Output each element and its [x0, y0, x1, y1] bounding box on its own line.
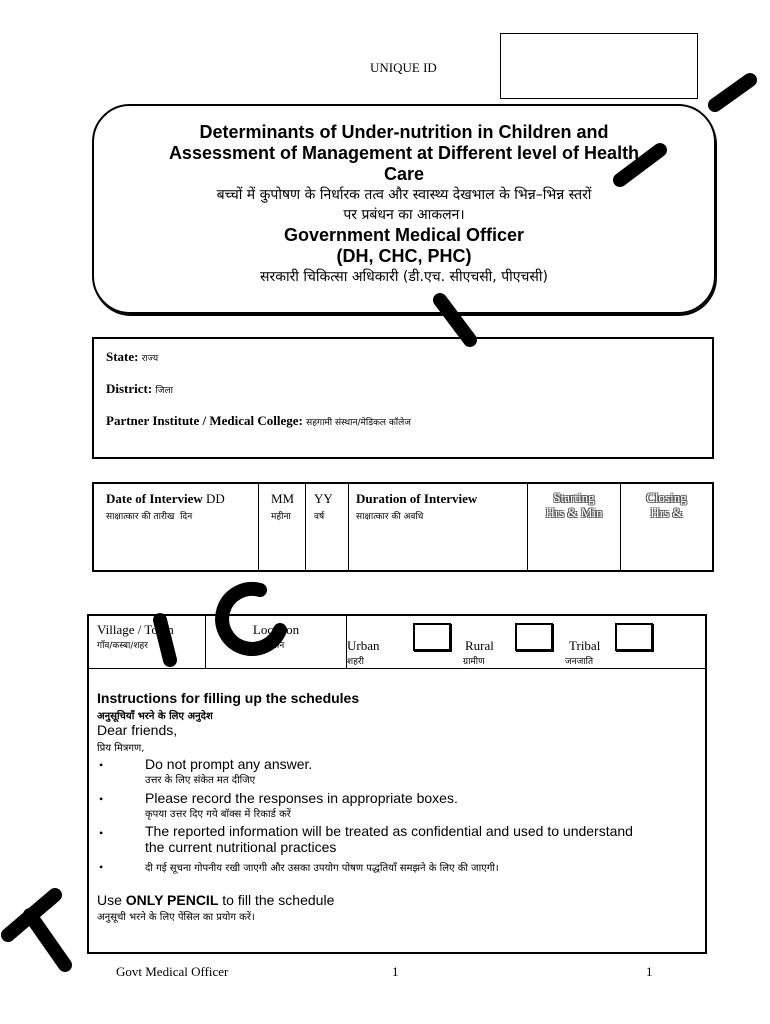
- yy-cell[interactable]: [306, 484, 349, 570]
- dd-hindi: दिन: [180, 512, 193, 522]
- instruction-2: Please record the responses in appropriate boxes.: [145, 790, 458, 806]
- pencil-bold: ONLY PENCIL: [125, 892, 219, 908]
- yy-label: YY: [314, 491, 333, 506]
- village-hindi: गाँव/कस्बा/शहर: [97, 641, 148, 651]
- footer-right: 1: [646, 964, 653, 979]
- tribal-hindi: जनजाति: [565, 657, 594, 667]
- title-box: [92, 104, 716, 314]
- state-label: State:: [106, 349, 139, 364]
- village-instructions-box: [87, 614, 707, 954]
- starting-label: Starting: [553, 490, 595, 505]
- duration-label: Duration of Interview: [356, 491, 478, 506]
- date-hindi: साक्षात्कार की तारीख: [106, 512, 175, 522]
- tribal-checkbox[interactable]: [615, 623, 653, 651]
- pencil-pre: Use: [97, 892, 126, 908]
- instructions-heading-hindi: अनुसूचियाँ भरने के लिए अनुदेश: [97, 711, 213, 722]
- bullet-4: •: [99, 860, 104, 874]
- location-label: Location: [252, 622, 300, 637]
- rural-label: Rural: [465, 638, 494, 653]
- instruction-4-hindi: दी गई सूचना गोपनीय रखी जाएगी और उसका उपयोग पोषण पद्धतियाँ समझने के लिए की जाएगी।: [145, 863, 499, 874]
- village-cell[interactable]: [89, 616, 206, 669]
- partner-label: Partner Institute / Medical College:: [106, 413, 303, 428]
- footer-center: 1: [392, 964, 399, 979]
- instruction-1-hindi: उत्तर के लिए संकेत मत दीजिए: [145, 775, 256, 786]
- bullet-3: •: [99, 826, 104, 840]
- title-hindi-2: पर प्रबंधन का आकलन।: [343, 207, 465, 223]
- interview-table: [92, 482, 714, 572]
- district-hindi: जिला: [155, 386, 173, 396]
- state-row[interactable]: [106, 349, 158, 365]
- urban-hindi: शहरी: [347, 657, 364, 667]
- pencil-instruction-hindi: अनुसूची भरने के लिए पेंसिल का प्रयोग करें।: [97, 912, 255, 923]
- state-hindi: राज्य: [141, 354, 159, 364]
- title-line-3: Care: [383, 164, 425, 184]
- duration-cell[interactable]: [349, 484, 528, 570]
- closing-label: Closing: [646, 490, 687, 505]
- title-line-1: Determinants of Under-nutrition in Children and: [199, 122, 609, 142]
- starting-cell[interactable]: [528, 484, 621, 570]
- instruction-2-hindi: कृपया उत्तर दिए गये बॉक्स में रिकार्ड करें: [145, 809, 291, 820]
- location-hindi: स्थान: [267, 641, 285, 651]
- instruction-3b: the current nutritional practices: [145, 839, 337, 855]
- closing-sub: Hrs &: [650, 505, 683, 520]
- location-box: [92, 337, 714, 459]
- urban-label: Urban: [347, 638, 380, 653]
- village-label: Village / Town: [97, 622, 174, 637]
- bullet-1: •: [99, 758, 104, 772]
- pencil-instruction: [97, 892, 334, 908]
- mm-label: MM: [271, 491, 295, 506]
- location-cell: [206, 616, 347, 669]
- dd-label: DD: [206, 491, 225, 506]
- greeting: Dear friends,: [97, 722, 178, 738]
- district-label: District:: [106, 381, 153, 396]
- tribal-label: Tribal: [569, 638, 601, 653]
- date-cell[interactable]: [94, 484, 259, 570]
- starting-sub: Hrs & Min: [545, 505, 603, 520]
- greeting-hindi: प्रिय मित्रगण,: [97, 743, 145, 754]
- footer-left: Govt Medical Officer: [116, 964, 229, 979]
- instruction-1: Do not prompt any answer.: [145, 756, 313, 772]
- duration-hindi: साक्षात्कार की अवधि: [356, 512, 424, 522]
- yy-hindi: वर्ष: [314, 512, 325, 522]
- district-row[interactable]: [106, 381, 173, 397]
- title-line-2: Assessment of Management at Different level of Health: [168, 143, 640, 163]
- urban-checkbox[interactable]: [413, 623, 451, 651]
- rural-checkbox[interactable]: [515, 623, 553, 651]
- partner-row[interactable]: [106, 413, 411, 429]
- unique-id-label: UNIQUE ID: [370, 60, 437, 75]
- closing-cell[interactable]: [621, 484, 712, 570]
- title-hindi-1: बच्चों में कुपोषण के निर्धारक तत्व और स्वास्थ्य देखभाल के भिन्न–भिन्न स्तरों: [216, 187, 592, 203]
- unique-id-box[interactable]: [500, 33, 698, 99]
- mm-cell[interactable]: [259, 484, 306, 570]
- partner-hindi: सहगामी संस्थान/मेडिकल कॉलेज: [306, 418, 411, 428]
- bullet-2: •: [99, 792, 104, 806]
- date-label: Date of Interview: [106, 491, 203, 506]
- role-hindi: सरकारी चिकित्सा अधिकारी (डी.एच. सीएचसी, पीएचसी): [260, 269, 548, 285]
- instruction-3a: The reported information will be treated as confidential and used to understand: [145, 823, 633, 839]
- rural-hindi: ग्रामीण: [463, 657, 485, 667]
- pencil-post: to fill the schedule: [218, 892, 335, 908]
- mm-hindi: महीना: [271, 512, 291, 522]
- area-type-cell: [347, 616, 705, 669]
- role-levels: (DH, CHC, PHC): [336, 246, 472, 266]
- role-title: Government Medical Officer: [283, 225, 525, 245]
- instructions-heading: Instructions for filling up the schedules: [97, 690, 360, 706]
